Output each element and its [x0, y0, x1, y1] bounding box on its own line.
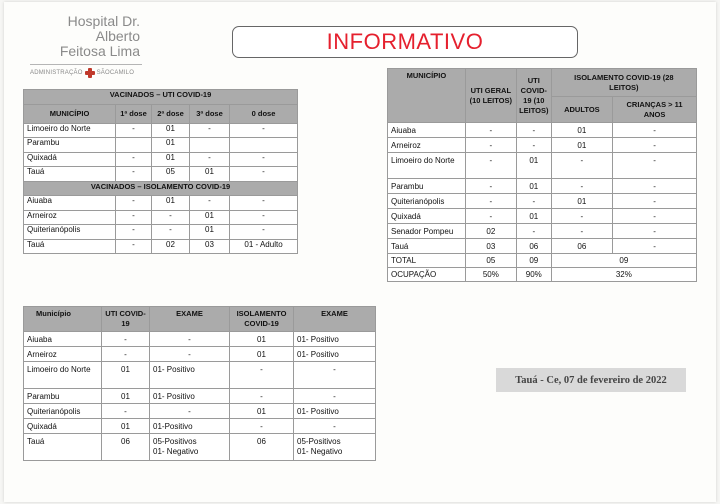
beds-value: -	[465, 209, 516, 224]
vaccinated-value	[230, 138, 298, 153]
beds-value: -	[465, 123, 516, 138]
beds-col-uti-geral: UTI GERAL (10 LEITOS)	[465, 69, 516, 123]
exam-value: 06	[230, 434, 294, 461]
vaccinated-value: -	[190, 152, 230, 167]
exam-value: -	[230, 419, 294, 434]
table-row	[388, 123, 697, 138]
beds-value: -	[551, 179, 612, 194]
logo-admin-text: ADMINISTRAÇÃO	[30, 70, 83, 76]
beds-value: -	[613, 209, 697, 224]
vaccinated-value: -	[116, 196, 152, 211]
beds-value: 01	[551, 123, 612, 138]
exam-value: -	[102, 347, 150, 362]
vaccinated-value: -	[152, 225, 190, 240]
logo-divider	[30, 64, 142, 65]
table-row	[388, 194, 697, 209]
exam-value: 06	[102, 434, 150, 461]
vaccinated-value: 01	[152, 196, 190, 211]
occupancy-row-isolamento: 32%	[551, 268, 696, 282]
exam-value: 01- Positivo	[294, 332, 376, 347]
vaccinated-value: -	[116, 167, 152, 182]
table-row	[24, 332, 376, 347]
beds-col-municipio: MUNICÍPIO	[388, 69, 466, 123]
exam-value: 01	[102, 362, 150, 389]
municipality-name: Limoeiro do Norte	[24, 362, 102, 389]
vaccinated-value	[116, 138, 152, 153]
exam-value: -	[150, 332, 230, 347]
beds-value: -	[613, 194, 697, 209]
municipality-name: Quixadá	[24, 152, 116, 167]
beds-value: -	[465, 194, 516, 209]
exam-value: 01	[230, 404, 294, 419]
beds-value: -	[613, 224, 697, 239]
table-row	[388, 179, 697, 194]
beds-col-adultos: ADULTOS	[551, 97, 612, 123]
exams-table	[23, 306, 376, 461]
vaccinated-column-header: 0 dose	[230, 104, 298, 123]
beds-value: -	[613, 138, 697, 153]
exam-value: 01- Positivo	[150, 389, 230, 404]
beds-header-row	[388, 69, 697, 97]
municipality-name: Quiterianópolis	[24, 404, 102, 419]
total-row-uti-covid: 09	[516, 254, 551, 268]
vaccinated-column-header: MUNICÍPIO	[24, 104, 116, 123]
beds-value: -	[516, 138, 551, 153]
logo-line-1: Hospital Dr. Alberto	[67, 13, 140, 44]
exam-value: -	[102, 404, 150, 419]
occupancy-row-uti-covid: 90%	[516, 268, 551, 282]
beds-value: -	[613, 239, 697, 254]
municipality-name: Arneiroz	[24, 347, 102, 362]
vaccinated-value: -	[116, 152, 152, 167]
total-row	[388, 254, 697, 268]
beds-value: -	[613, 179, 697, 194]
municipality-name: Aiuaba	[388, 123, 466, 138]
municipality-name: Tauá	[24, 239, 116, 254]
beds-value: 06	[551, 239, 612, 254]
beds-col-isolamento: ISOLAMENTO COVID-19 (28 LEITOS)	[551, 69, 696, 97]
vaccinated-value: 01	[190, 210, 230, 225]
occupancy-row-uti-geral: 50%	[465, 268, 516, 282]
vaccinated-value: 05	[152, 167, 190, 182]
beds-value: -	[551, 153, 612, 179]
beds-value: 01	[551, 138, 612, 153]
beds-value: 01	[516, 179, 551, 194]
exam-value: -	[230, 389, 294, 404]
vaccinated-table	[23, 89, 298, 254]
total-row-uti-geral: 05	[465, 254, 516, 268]
table-row	[388, 224, 697, 239]
municipality-name: Tauá	[24, 434, 102, 461]
vaccinated-value: -	[230, 225, 298, 240]
vaccinated-column-header: 3ª dose	[190, 104, 230, 123]
vaccinated-value: -	[230, 196, 298, 211]
vaccinated-value: -	[230, 152, 298, 167]
occupancy-row-label: OCUPAÇÃO	[388, 268, 466, 282]
vaccinated-value: -	[190, 123, 230, 138]
exams-column-header: Município	[24, 307, 102, 332]
logo-subline	[30, 68, 150, 78]
beds-value: -	[465, 153, 516, 179]
beds-value: -	[613, 123, 697, 138]
beds-value: 01	[551, 194, 612, 209]
vaccinated-value	[190, 138, 230, 153]
exam-value: 05-Positivos 01- Negativo	[294, 434, 376, 461]
beds-value: 02	[465, 224, 516, 239]
vaccinated-value: -	[230, 167, 298, 182]
vaccinated-value: -	[230, 123, 298, 138]
exam-value: -	[294, 419, 376, 434]
beds-value: -	[516, 194, 551, 209]
exams-column-header: UTI COVID-19	[102, 307, 150, 332]
beds-value: -	[465, 179, 516, 194]
municipality-name: Arneiroz	[388, 138, 466, 153]
beds-value: 01	[516, 209, 551, 224]
municipality-name: Quixadá	[24, 419, 102, 434]
table-row	[24, 239, 298, 254]
vaccinated-value: 01	[152, 138, 190, 153]
exam-value: 01	[102, 389, 150, 404]
beds-value: -	[465, 138, 516, 153]
table-row	[24, 196, 298, 211]
vaccinated-value: 03	[190, 239, 230, 254]
municipality-name: Aiuaba	[24, 332, 102, 347]
date-text: Tauá - Ce, 07 de fevereiro de 2022	[515, 374, 667, 386]
table-row	[388, 153, 697, 179]
municipality-name: Parambu	[388, 179, 466, 194]
exam-value: 01- Positivo	[294, 404, 376, 419]
municipality-name: Quixadá	[388, 209, 466, 224]
municipality-name: Aiuaba	[24, 196, 116, 211]
exam-value: -	[150, 404, 230, 419]
vaccinated-value: 01	[190, 225, 230, 240]
vaccinated-value: -	[116, 123, 152, 138]
table-row	[24, 404, 376, 419]
beds-col-criancas: CRIANÇAS > 11 ANOS	[613, 97, 697, 123]
table-row	[24, 347, 376, 362]
municipality-name: Quiterianópolis	[388, 194, 466, 209]
exam-value: 01	[230, 347, 294, 362]
iso-section-header	[24, 181, 298, 196]
date-box	[496, 368, 686, 392]
exam-value: -	[102, 332, 150, 347]
vaccinated-value: -	[116, 210, 152, 225]
municipality-name: Tauá	[388, 239, 466, 254]
vaccinated-value: 01	[190, 167, 230, 182]
table-row	[24, 419, 376, 434]
exam-value: -	[230, 362, 294, 389]
exam-value: -	[294, 362, 376, 389]
vaccinated-value: -	[116, 239, 152, 254]
vaccinated-value: -	[230, 210, 298, 225]
table-row	[388, 209, 697, 224]
municipality-name: Arneiroz	[24, 210, 116, 225]
page-title: INFORMATIVO	[326, 29, 484, 54]
municipality-name: Tauá	[24, 167, 116, 182]
total-row-label: TOTAL	[388, 254, 466, 268]
beds-value: -	[516, 224, 551, 239]
table-row	[24, 152, 298, 167]
vaccinated-value: 01	[152, 123, 190, 138]
table-row	[388, 239, 697, 254]
beds-value: 03	[465, 239, 516, 254]
beds-value: 01	[516, 153, 551, 179]
table-row	[24, 123, 298, 138]
table-row	[24, 138, 298, 153]
vaccinated-value: -	[152, 210, 190, 225]
vaccinated-column-header: 1ª dose	[116, 104, 152, 123]
logo-saocamilo-text: SÃOCAMILO	[96, 70, 135, 76]
red-cross-icon	[85, 68, 95, 78]
vaccinated-value: 02	[152, 239, 190, 254]
exams-column-header: EXAME	[150, 307, 230, 332]
vaccinated-value: -	[116, 225, 152, 240]
municipality-name: Parambu	[24, 138, 116, 153]
vaccinated-header-row	[24, 104, 298, 123]
occupancy-row	[388, 268, 697, 282]
table-row	[24, 389, 376, 404]
municipality-name: Parambu	[24, 389, 102, 404]
table-row	[24, 434, 376, 461]
exam-value: 01- Positivo	[294, 347, 376, 362]
exams-column-header: ISOLAMENTO COVID-19	[230, 307, 294, 332]
exam-value: -	[150, 347, 230, 362]
table-row	[24, 362, 376, 389]
exam-value: 01- Positivo	[150, 362, 230, 389]
exam-value: -	[294, 389, 376, 404]
beds-value: -	[551, 209, 612, 224]
total-row-isolamento: 09	[551, 254, 696, 268]
table-row	[24, 167, 298, 182]
exams-column-header: EXAME	[294, 307, 376, 332]
vaccinated-value: 01	[152, 152, 190, 167]
uti-section-header	[24, 90, 298, 105]
vaccinated-value: -	[190, 196, 230, 211]
beds-value: 06	[516, 239, 551, 254]
uti-section-title: VACINADOS – UTI COVID-19	[24, 90, 298, 105]
vaccinated-column-header: 2ª dose	[152, 104, 190, 123]
municipality-name: Quiterianópolis	[24, 225, 116, 240]
beds-value: -	[613, 153, 697, 179]
beds-col-uti-covid: UTI COVID-19 (10 LEITOS)	[516, 69, 551, 123]
hospital-logo	[30, 14, 150, 78]
vaccinated-value: 01 - Adulto	[230, 239, 298, 254]
exam-value: 05-Positivos 01- Negativo	[150, 434, 230, 461]
beds-table	[387, 68, 697, 282]
exam-value: 01	[102, 419, 150, 434]
table-row	[24, 210, 298, 225]
exam-value: 01	[230, 332, 294, 347]
table-row	[24, 225, 298, 240]
beds-value: -	[551, 224, 612, 239]
table-row	[388, 138, 697, 153]
beds-value: -	[516, 123, 551, 138]
iso-section-title: VACINADOS – ISOLAMENTO COVID-19	[24, 181, 298, 196]
municipality-name: Limoeiro do Norte	[24, 123, 116, 138]
title-box	[232, 26, 578, 58]
exam-value: 01-Positivo	[150, 419, 230, 434]
municipality-name: Limoeiro do Norte	[388, 153, 466, 179]
municipality-name: Senador Pompeu	[388, 224, 466, 239]
exams-header-row	[24, 307, 376, 332]
logo-line-2: Feitosa Lima	[59, 43, 140, 59]
